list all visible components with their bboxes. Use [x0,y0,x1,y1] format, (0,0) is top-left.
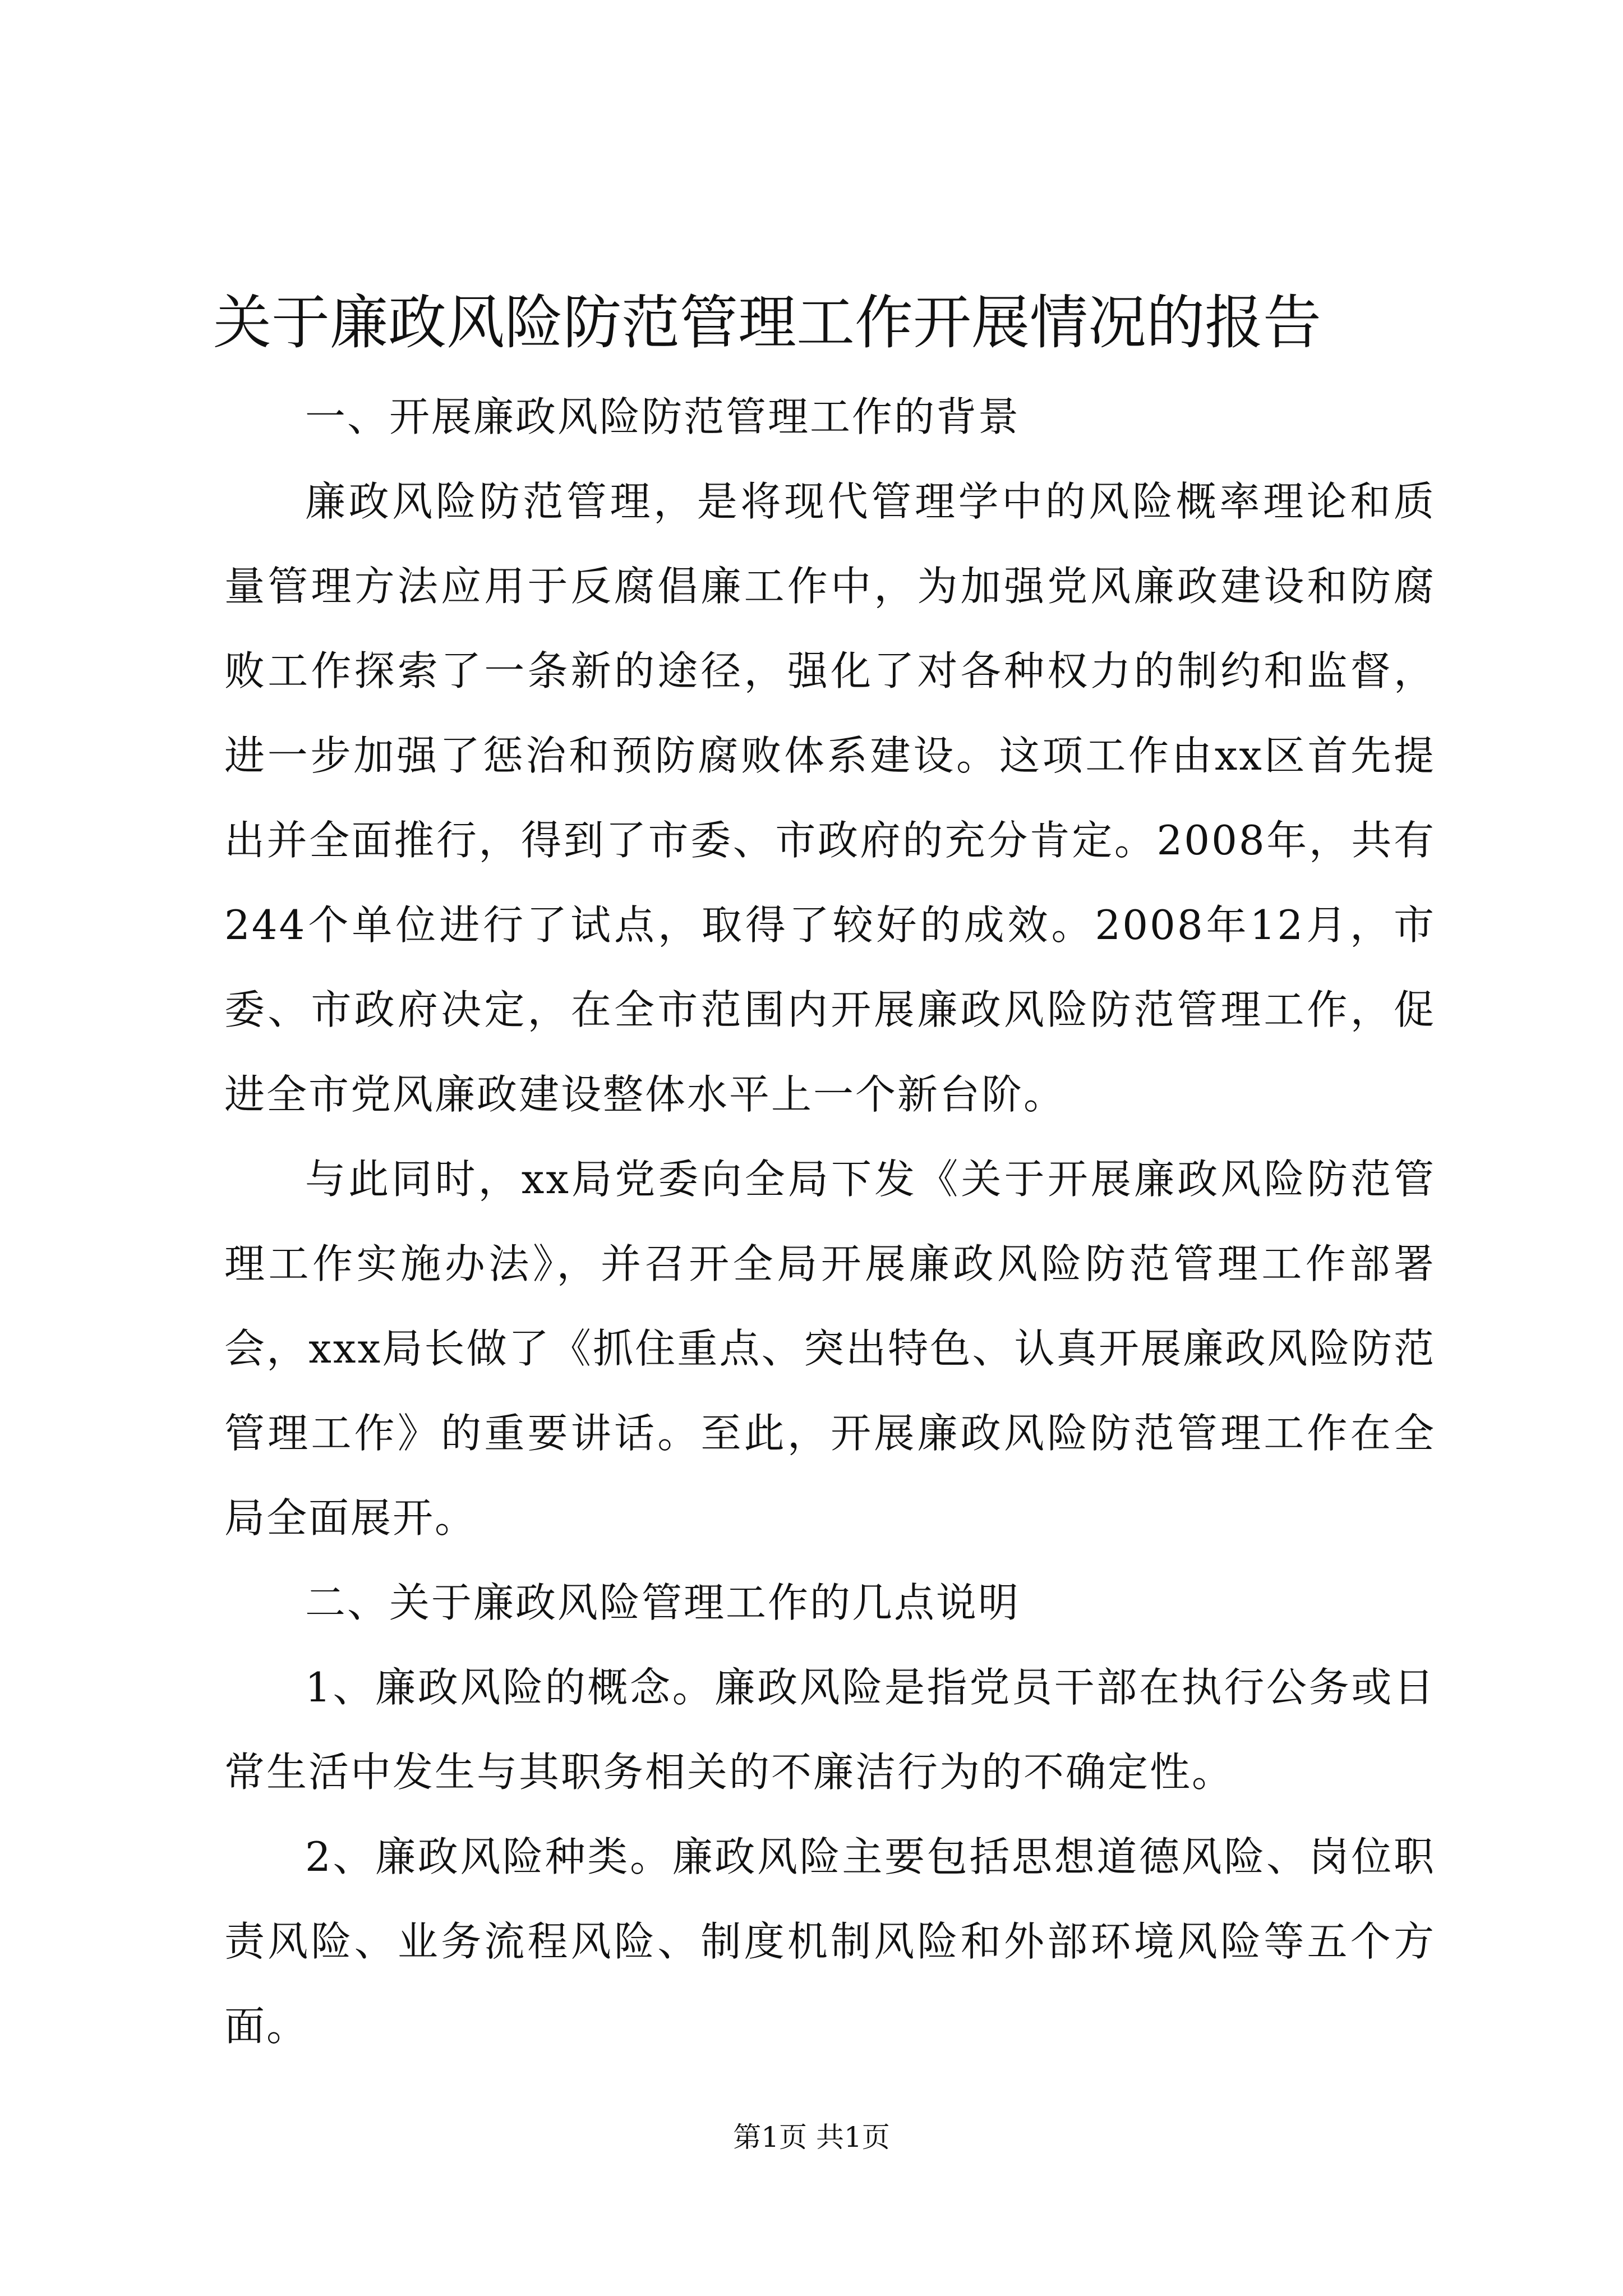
paragraph-implementation: 与此同时，xx局党委向全局下发《关于开展廉政风险防范管理工作实施办法》，并召开全局开展廉政风险防范管理工作部署会，xxx局长做了《抓住重点、突出特色、认真开展廉政风险防范管理工作》的重要讲话。至此，开展廉政风险防范管理工作在全局全面展开。 [224,1156,1436,1542]
page-number-footer: 第1页 共1页 [733,2121,890,2154]
paragraph-background-description: 廉政风险防范管理，是将现代管理学中的风险概率理论和质量管理方法应用于反腐倡廉工作中，为加强党风廉政建设和防腐败工作探索了一条新的途径，强化了对各种权力的制约和监督，进一步加强了惩治和预防腐败体系建设。这项工作由xx区首先提出并全面推行，得到了市委、市政府的充分肯定。2008年，共有244个单位进行了试点，取得了较好的成效。2008年12月，市委、市政府决定，在全市范围内开展廉政风险防范管理工作，促进全市党风廉政建设整体水平上一个新台阶。 [224,478,1436,1118]
document-body [224,375,1436,2069]
document-title: 关于廉政风险防范管理工作开展情况的报告 [213,288,1322,357]
paragraph-risk-types: 2、廉政风险种类。廉政风险主要包括思想道德风险、岗位职责风险、业务流程风险、制度机制风险和外部环境风险等五个方面。 [224,1833,1436,2050]
section-heading-explanations: 二、关于廉政风险管理工作的几点说明 [305,1579,1021,1626]
section-heading-background: 一、开展廉政风险防范管理工作的背景 [305,393,1021,440]
paragraph-risk-concept: 1、廉政风险的概念。廉政风险是指党员干部在执行公务或日常生活中发生与其职务相关的不廉洁行为的不确定性。 [224,1664,1436,1796]
